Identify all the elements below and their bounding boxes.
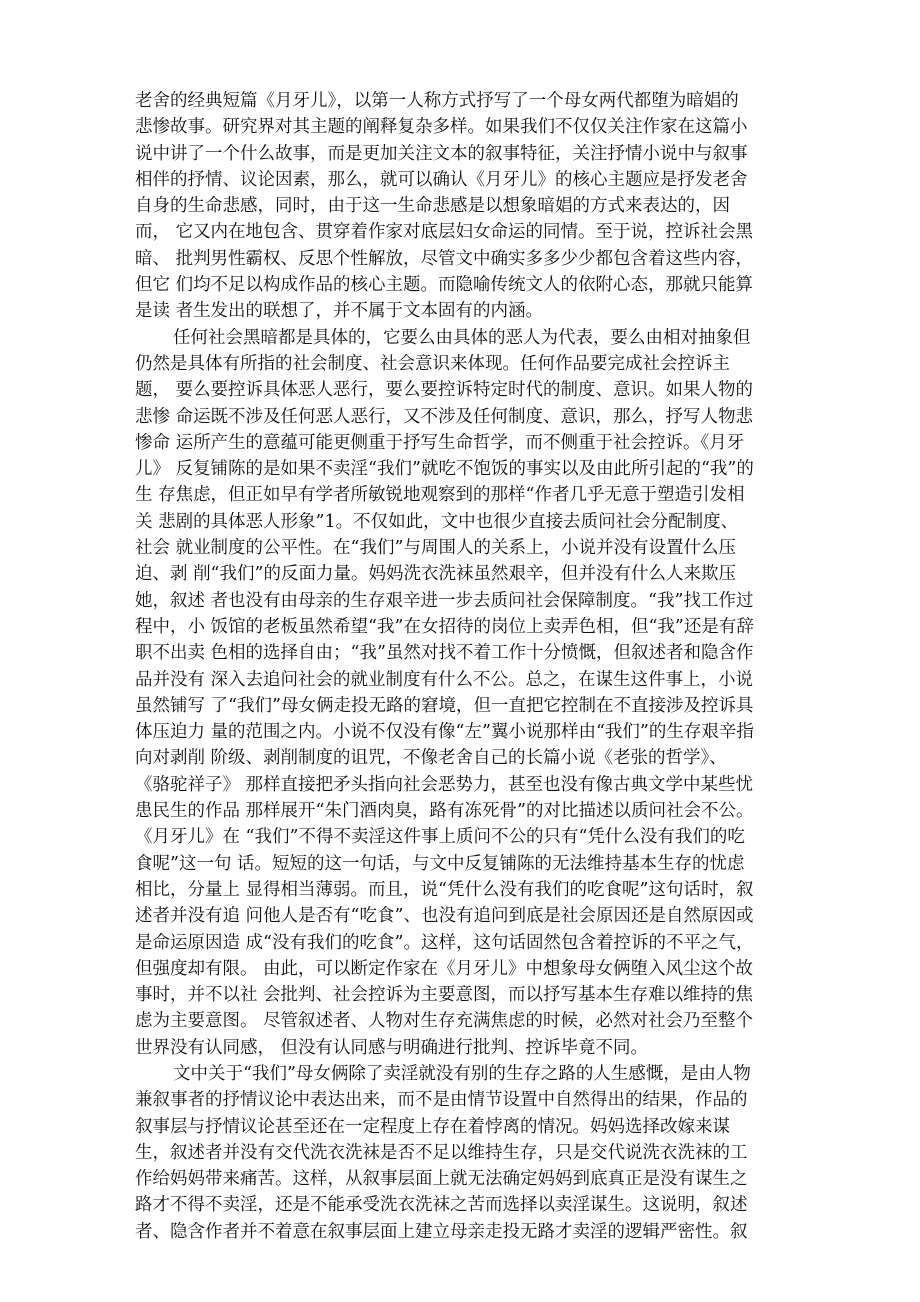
text-line: 相比，分量上 显得相当薄弱。而且，说“凭什么没有我们的吃食呢”这句话时，叙 [135, 879, 754, 900]
text-line: 叙事层与抒情议论甚至还在一定程度上存在着悖离的情况。妈妈选择改嫁来谋 [135, 1116, 730, 1137]
text-line: 《月牙儿》在 “我们”不得不卖淫这件事上质问不公的只有“凭什么没有我们的吃 [135, 827, 745, 848]
text-line: 但它 们均不足以构成作品的核心主题。而隐喻传统文人的依附心态，那就只能算 [135, 275, 754, 296]
text-line: 生 存焦虑，但正如早有学者所敏锐地观察到的那样“作者几乎无意于塑造引发相 [135, 485, 745, 506]
text-line: 迫、剥 削“我们”的反面力量。妈妈洗衣洗袜虽然艰辛，但并没有什么人来欺压 [135, 564, 736, 585]
text-line: 患民生的作品 那样展开“朱门酒肉臭，路有冻死骨”的对比描述以质问社会不公。 [135, 801, 754, 822]
paragraph-first-line: 任何社会黑暗都是具体的，它要么由具体的恶人为代表，要么由相对抽象但 [173, 327, 751, 348]
text-line: 生，叙述者并没有交代洗衣洗袜是否不足以维持生存，只是交代说洗衣洗袜的工 [135, 1142, 748, 1163]
text-line: 相伴的抒情、议论因素，那么，就可以确认《月牙儿》的核心主题应是抒发老舍 [135, 169, 748, 190]
text-line: 她，叙述 者也没有由母亲的生存艰辛进一步去质问社会保障制度。“我”找工作过 [135, 590, 754, 611]
text-line: 品并没有 深入去追问社会的就业制度有什么不公。总之，在谋生这件事上，小说 [135, 669, 754, 690]
text-line: 程中，小 饭馆的老板虽然希望“我”在女招待的岗位上卖弄色相，但“我”还是有辞 [135, 616, 754, 637]
text-line: 自身的生命悲感，同时，由于这一生命悲感是以想象暗娼的方式来表达的，因 [135, 196, 730, 217]
text-line: 向对剥削 阶级、剥削制度的诅咒，不像老舍自己的长篇小说《老张的哲学》、 [135, 748, 727, 769]
text-line: 是读 者生发出的联想了，并不属于文本固有的内涵。 [135, 301, 544, 322]
paragraph-first-line: 文中关于“我们”母女俩除了卖淫就没有别的生存之路的人生感慨，是由人物 [173, 1063, 751, 1084]
text-line: 事时，并不以社 会批判、社会控诉为主要意图，而以抒写基本生存难以维持的焦 [135, 985, 754, 1006]
text-line: 虽然铺写 了“我们”母女俩走投无路的窘境，但一直把它控制在不直接涉及控诉具 [135, 695, 754, 716]
text-line: 作给妈妈带来痛苦。这样，从叙事层面上就无法确定妈妈到底真正是没有谋生之 [135, 1169, 748, 1190]
text-line: 关 悲剧的具体恶人形象”1。不仅如此，文中也很少直接去质问社会分配制度、 [135, 511, 739, 532]
text-line: 虑为主要意图。 尽管叙述者、人物对生存充满焦虑的时候，必然对社会乃至整个 [135, 1011, 754, 1032]
text-line: 路才不得不卖淫，还是不能承受洗衣洗袜之苦而选择以卖淫谋生。这说明，叙述 [135, 1195, 748, 1216]
text-line: 职不出卖 色相的选择自由；“我”虽然对找不着工作十分愤慨，但叙述者和隐含作 [135, 643, 754, 664]
text-line: 悲惨故事。研究界对其主题的阐释复杂多样。如果我们不仅仅关注作家在这篇小 [135, 117, 748, 138]
text-line: 悲惨 命运既不涉及任何恶人恶行，又不涉及任何制度、意识，那么，抒写人物悲 [135, 406, 754, 427]
text-line: 兼叙事者的抒情议论中表达出来，而不是由情节设置中自然得出的结果，作品的 [135, 1090, 748, 1111]
text-line: 说中讲了一个什么故事，而是更加关注文本的叙事特征，关注抒情小说中与叙事 [135, 143, 748, 164]
text-line: 《骆驼祥子》 那样直接把矛头指向社会恶势力，甚至也没有像古典文学中某些忧 [135, 774, 754, 795]
text-line: 世界没有认同感， 但没有认同感与明确进行批判、控诉毕竟不同。 [135, 1037, 649, 1058]
article-body [135, 88, 785, 1245]
text-line: 社会 就业制度的公平性。在“我们”与周围人的关系上，小说并没有设置什么压 [135, 538, 736, 559]
text-line: 是命运原因造 成“没有我们的吃食”。这样，这句话固然包含着控诉的不平之气， [135, 932, 754, 953]
text-line: 而， 它又内在地包含、贯穿着作家对底层妇女命运的同情。至于说，控诉社会黑 [135, 222, 754, 243]
text-line: 者、隐含作者并不着意在叙事层面上建立母亲走投无路才卖淫的逻辑严密性。叙 [135, 1221, 748, 1242]
text-line: 题， 要么要控诉具体恶人恶行，要么要控诉特定时代的制度、意识。如果人物的 [135, 380, 754, 401]
text-line: 体压迫力 量的范围之内。小说不仅没有像“左”翼小说那样由“我们”的生存艰辛指 [135, 722, 754, 743]
text-line: 惨命 运所产生的意蕴可能更侧重于抒写生命哲学，而不侧重于社会控诉。《月牙 [135, 432, 745, 453]
text-line: 儿》 反复铺陈的是如果不卖淫“我们”就吃不饱饭的事实以及由此所引起的“我”的 [135, 459, 754, 480]
text-line: 仍然是具体有所指的社会制度、社会意识来体现。任何作品要完成社会控诉主 [135, 353, 730, 374]
text-line: 老舍的经典短篇《月牙儿》，以第一人称方式抒写了一个母女两代都堕为暗娼的 [135, 91, 739, 111]
text-line: 但强度却有限。 由此，可以断定作家在《月牙儿》中想象母女俩堕入风尘这个故 [135, 958, 754, 979]
text-line: 暗、 批判男性霸权、反思个性解放，尽管文中确实多多少少都包含着这些内容， [135, 248, 754, 269]
text-line: 食呢”这一句 话。短短的这一句话，与文中反复铺陈的无法维持基本生存的忧虑 [135, 853, 745, 874]
text-line: 述者并没有追 问他人是否有“吃食”、也没有追问到底是社会原因还是自然原因或 [135, 906, 754, 927]
